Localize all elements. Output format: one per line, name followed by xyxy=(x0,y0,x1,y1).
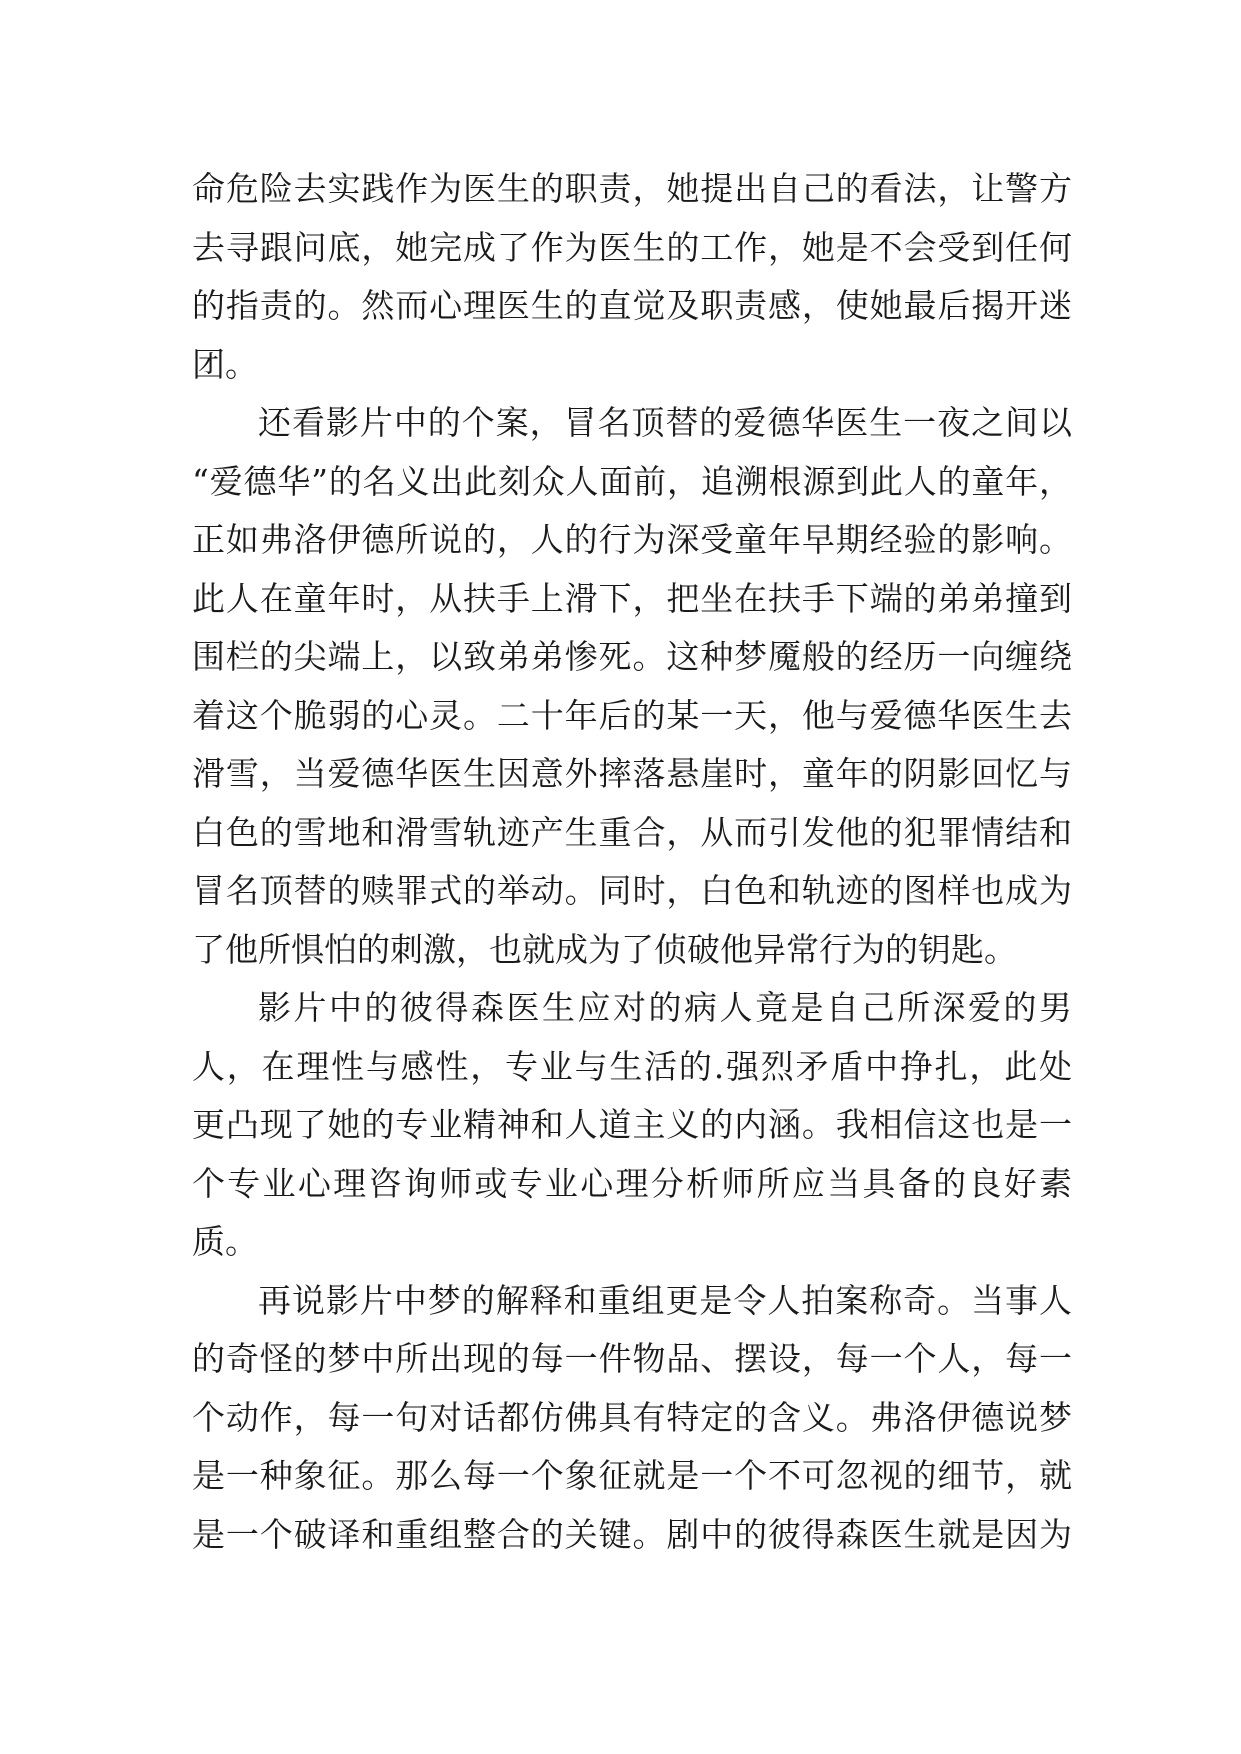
text-line: 着这个脆弱的心灵。二十年后的某一天，他与爱德华医生去 xyxy=(192,695,1072,735)
text-line: 去寻跟问底，她完成了作为医生的工作，她是不会受到任何 xyxy=(192,227,1072,267)
text-line: “爱德华”的名义出此刻众人面前，追溯根源到此人的童年， xyxy=(192,461,1072,501)
body-text xyxy=(192,160,1072,1564)
text-line: 质。 xyxy=(192,1222,258,1261)
text-line: 了他所惧怕的刺激，也就成为了侦破他异常行为的钥匙。 xyxy=(192,929,1017,969)
text-line: 影片中的彼得森医生应对的病人竟是自己所深爱的男 xyxy=(258,988,1072,1027)
text-line: 还看影片中的个案，冒名顶替的爱德华医生一夜之间以 xyxy=(258,403,1072,442)
text-line: 滑雪，当爱德华医生因意外摔落悬崖时，童年的阴影回忆与 xyxy=(192,754,1072,793)
text-line: 命危险去实践作为医生的职责，她提出自己的看法，让警方 xyxy=(192,169,1072,208)
text-line: 个专业心理咨询师或专业心理分析师所应当具备的良好素 xyxy=(192,1163,1072,1203)
text-line: 正如弗洛伊德所说的，人的行为深受童年早期经验的影响。 xyxy=(192,520,1072,559)
text-line: 再说影片中梦的解释和重组更是令人拍案称奇。当事人 xyxy=(258,1280,1072,1320)
text-line: 的指责的。然而心理医生的直觉及职责感，使她最后揭开迷 xyxy=(192,286,1072,325)
text-line: 人，在理性与感性，专业与生活的.强烈矛盾中挣扎，此处 xyxy=(192,1046,1072,1086)
text-line: 是一个破译和重组整合的关键。剧中的彼得森医生就是因为 xyxy=(192,1514,1072,1554)
text-line: 冒名顶替的赎罪式的举动。同时，白色和轨迹的图样也成为 xyxy=(192,871,1072,910)
text-line: 白色的雪地和滑雪轨迹产生重合，从而引发他的犯罪情结和 xyxy=(192,812,1072,852)
text-line: 更凸现了她的专业精神和人道主义的内涵。我相信这也是一 xyxy=(192,1105,1072,1144)
text-line: 此人在童年时，从扶手上滑下，把坐在扶手下端的弟弟撞到 xyxy=(192,578,1072,618)
text-line: 团。 xyxy=(192,344,258,384)
text-line: 围栏的尖端上，以致弟弟惨死。这种梦魇般的经历一向缠绕 xyxy=(192,637,1072,676)
text-line: 是一种象征。那么每一个象征就是一个不可忽视的细节，就 xyxy=(192,1456,1072,1495)
text-line: 的奇怪的梦中所出现的每一件物品、摆设，每一个人，每一 xyxy=(192,1339,1072,1378)
text-line: 个动作，每一句对话都仿佛具有特定的含义。弗洛伊德说梦 xyxy=(192,1397,1072,1437)
